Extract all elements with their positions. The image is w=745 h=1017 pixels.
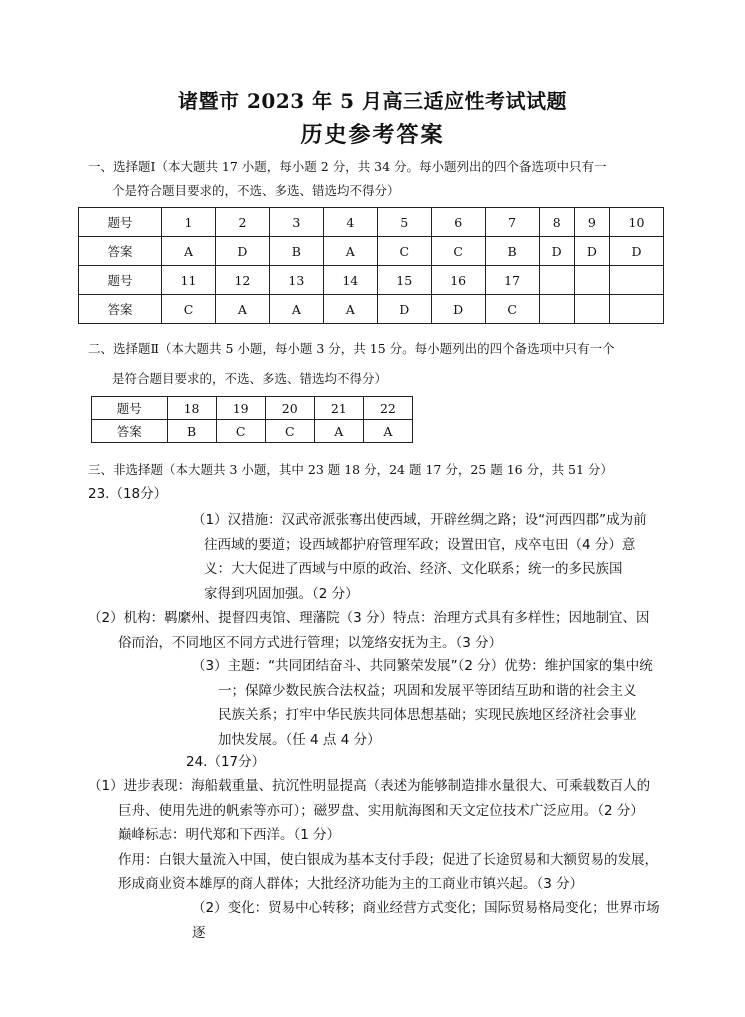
q24-part2 — [192, 896, 662, 945]
table-cell: 7 — [485, 208, 539, 237]
table-cell: 8 — [539, 208, 574, 237]
section2-line2: 是符合题目要求的，不选、多选、错选均不得分） — [112, 371, 388, 386]
q23-part3-line: 一；保障少数民族合法权益；巩固和发展平等团结互助和谐的社会主义 — [218, 682, 637, 699]
q23-part3-line: 民族关系；打牢中华民族共同体思想基础；实现民族地区经济社会事业 — [218, 707, 637, 723]
table-cell — [574, 295, 609, 324]
q23-part1-line: 义：大大促进了西域与中原的政治、经济、文化联系；统一的多民族国 — [204, 561, 623, 577]
table-row-label: 答案 — [79, 237, 162, 266]
q24-part1-line: 形成商业资本雄厚的商人群体；大批经济功能为主的工商业市镇兴起。（3 分） — [118, 876, 584, 892]
document-subtitle: 历史参考答案 — [300, 122, 445, 148]
table-cell: A — [323, 295, 377, 324]
table-cell: 3 — [269, 208, 323, 237]
section1-header — [88, 155, 607, 203]
table-cell: 15 — [377, 266, 431, 295]
table-cell: 6 — [431, 208, 485, 237]
table-row — [79, 266, 664, 295]
table-cell: D — [609, 237, 663, 266]
table-cell: A — [314, 420, 363, 443]
table-cell: 5 — [377, 208, 431, 237]
answer-table-2 — [91, 396, 413, 443]
table-cell: 1 — [162, 208, 216, 237]
table-cell: A — [269, 295, 323, 324]
table-cell: D — [377, 295, 431, 324]
table-row-label: 题号 — [79, 208, 162, 237]
table-cell: D — [215, 237, 269, 266]
section1-line1: 一、选择题Ⅰ（本大题共 17 小题，每小题 2 分，共 34 分。每小题列出的四个备选项中只有一 — [88, 159, 607, 174]
q23-head: 23.（18分） — [88, 486, 168, 502]
table-cell — [574, 266, 609, 295]
table-cell: 20 — [265, 397, 314, 420]
table-cell — [539, 295, 574, 324]
table-cell: 4 — [323, 208, 377, 237]
table-row-label: 答案 — [92, 420, 168, 443]
table-cell: 19 — [216, 397, 265, 420]
table-row-label: 题号 — [79, 266, 162, 295]
section2-header — [88, 337, 615, 391]
q24-part2-line: （2）变化：贸易中心转移；商业经营方式变化；国际贸易格局变化；世界市场逐 — [192, 900, 660, 941]
table-cell: B — [485, 237, 539, 266]
table-cell: B — [269, 237, 323, 266]
table-cell: C — [377, 237, 431, 266]
table-cell: D — [539, 237, 574, 266]
section2-line1: 二、选择题Ⅱ（本大题共 5 小题，每小题 3 分，共 15 分。每小题列出的四个备选项中只有一个 — [88, 341, 615, 356]
table-cell: 21 — [314, 397, 363, 420]
table-row — [79, 237, 664, 266]
table-cell: 10 — [609, 208, 663, 237]
document-title: 诸暨市 2023 年 5 月高三适应性考试试题 — [178, 89, 567, 113]
q24-part1-line: 作用：白银大量流入中国，使白银成为基本支付手段；促进了长途贸易和大额贸易的发展， — [118, 851, 658, 868]
table-cell: 9 — [574, 208, 609, 237]
q23-part3-line: 加快发展。（任 4 点 4 分） — [218, 731, 381, 748]
table-cell: C — [162, 295, 216, 324]
table-cell: 16 — [431, 266, 485, 295]
table-row-label: 题号 — [92, 397, 168, 420]
table-cell: 22 — [363, 397, 412, 420]
q23-part2-line: 俗而治，不同地区不同方式进行管理；以笼络安抚为主。（3 分） — [118, 634, 503, 651]
q23-part1-line: （1）汉措施：汉武帝派张骞出使西域，开辟丝绸之路；设“河西四郡”成为前 — [192, 512, 647, 528]
q24-part1 — [88, 774, 668, 897]
table-cell: C — [431, 237, 485, 266]
table-cell: C — [216, 420, 265, 443]
table-row — [92, 420, 413, 443]
table-cell: C — [265, 420, 314, 443]
table-cell: 13 — [269, 266, 323, 295]
table-cell: A — [363, 420, 412, 443]
q23-part1 — [192, 508, 662, 606]
table-cell: 12 — [215, 266, 269, 295]
table-cell: 18 — [167, 397, 216, 420]
table-cell: 2 — [215, 208, 269, 237]
table-row — [79, 295, 664, 324]
table-cell: D — [574, 237, 609, 266]
table-cell: A — [162, 237, 216, 266]
answer-table-1 — [78, 207, 664, 324]
q23-part2-line: （2）机构：羁縻州、提督四夷馆、理藩院（3 分）特点：治理方式具有多样性；因地制宜、因 — [88, 610, 650, 626]
table-row-label: 答案 — [79, 295, 162, 324]
table-cell: A — [215, 295, 269, 324]
table-cell: B — [167, 420, 216, 443]
table-cell — [539, 266, 574, 295]
q24-part1-line: 巨舟、使用先进的帆索等亦可）；磁罗盘、实用航海图和天文定位技术广泛应用。（2 分） — [118, 802, 644, 819]
table-cell — [609, 295, 663, 324]
q23-part1-line: 家得到巩固加强。（2 分） — [204, 585, 359, 602]
q23-part2 — [88, 606, 668, 655]
q23-part3-line: （3）主题：“共同团结奋斗、共同繁荣发展”（2 分）优势：维护国家的集中统 — [192, 658, 653, 674]
table-cell: 11 — [162, 266, 216, 295]
table-cell: 17 — [485, 266, 539, 295]
table-row — [92, 397, 413, 420]
q24-part1-line: （1）进步表现：海船载重量、抗沉性明显提高（表述为能够制造排水量很大、可乘载数百人的 — [88, 778, 651, 794]
q24-head: 24.（17分） — [186, 754, 266, 770]
table-row — [79, 208, 664, 237]
q23-part3 — [192, 654, 662, 752]
table-cell: C — [485, 295, 539, 324]
q23-part1-line: 往西域的要道；设西域都护府管理军政；设置田官，戍卒屯田（4 分）意 — [204, 536, 636, 553]
q24-part1-line: 巅峰标志：明代郑和下西洋。（1 分） — [118, 827, 341, 843]
section3-header: 三、非选择题（本大题共 3 小题，其中 23 题 18 分，24 题 17 分，25 题 16 分，共 51 分） — [88, 462, 613, 477]
section1-line2: 个是符合题目要求的，不选、多选、错选均不得分） — [112, 183, 400, 198]
table-cell: D — [431, 295, 485, 324]
table-cell: 14 — [323, 266, 377, 295]
table-cell — [609, 266, 663, 295]
table-cell: A — [323, 237, 377, 266]
